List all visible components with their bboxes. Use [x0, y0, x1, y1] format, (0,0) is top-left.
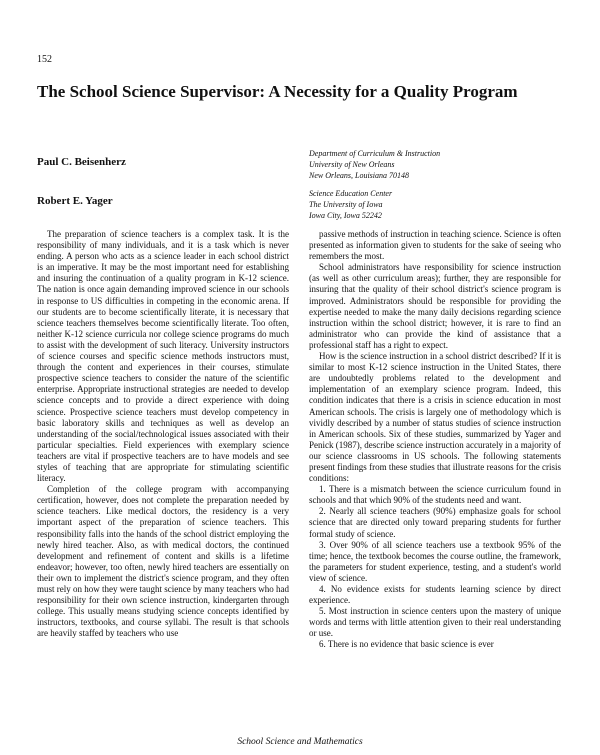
- paragraph: How is the science instruction in a school district described? If it is similar to most K-12 science instruction in the United States, there are undoubtedly problems related to the development and implementation of an exemplary science program. Indeed, this condition indicates that there is a crisis in science education in most American schools. The crisis is largely one of methodology which is vividly described by a number of status studies of science instruction in American schools. Six of these studies, summarized by Yager and Penick (1987), describe science instruction accurately in a majority of our science classrooms in US schools. The following statements present findings from these studies that illustrate reasons for the crisis conditions:: [309, 351, 561, 484]
- affiliation-line: Department of Curriculum & Instruction: [309, 149, 441, 158]
- list-item: 4. No evidence exists for students learning science by direct experience.: [309, 584, 561, 606]
- article-title: The School Science Supervisor: A Necessity for a Quality Program: [37, 82, 518, 101]
- list-item: 3. Over 90% of all science teachers use a textbook 95% of the time; hence, the textbook becomes the course outline, the framework, the parameters for student experience, testing, and a student's world view of science.: [309, 539, 561, 583]
- body-column-right: [309, 229, 561, 727]
- affiliation-line: Iowa City, Iowa 52242: [309, 211, 382, 220]
- author-name: Paul C. Beisenherz: [37, 156, 126, 168]
- paragraph: passive methods of instruction in teaching science. Science is often presented as information given to students for the sake of seeing who remembers the most.: [309, 229, 561, 262]
- list-item: 1. There is a mismatch between the science curriculum found in schools and that which 90% of the students need and want.: [309, 484, 561, 506]
- affiliation-line: New Orleans, Louisiana 70148: [309, 171, 410, 180]
- paragraph: Completion of the college program with accompanying certification, however, does not complete the preparation needed by science teachers. Like medical doctors, the residency is a very important aspect of the preparation of science teachers. This responsibility falls into the hands of the school district employing the newly hired teacher. Also, as with medical doctors, the continued development and refinement of content and skills is a lifetime endeavor; however, too often, newly hired teachers are essentially on their own to implement the district's science program, and they often must rely on how they were taught science by many teachers who had responsibility for their own science instruction, kindergarten through college. This usually means studying science concepts identified by instructors, textbooks, and course syllabi. The result is that schools are heavily staffed by teachers who use: [37, 484, 289, 639]
- page-number: 152: [37, 54, 52, 65]
- author-affiliation: [309, 188, 392, 221]
- journal-footer: School Science and Mathematics: [237, 737, 363, 747]
- paragraph: School administrators have responsibility for science instruction (as well as other curriculum areas); further, they are responsible for insuring that the quality of their school district's science program is improved. Administrators should be responsible for providing the expertise needed to make the many daily decisions regarding science instruction within the school district; however, it is rare to find an administrator who can provide the kind of assistance that a professional staff has a right to expect.: [309, 262, 561, 350]
- list-item: 5. Most instruction in science centers upon the mastery of unique words and terms with little attention given to their real understanding or use.: [309, 606, 561, 639]
- affiliation-line: The University of Iowa: [309, 200, 383, 209]
- list-item: 6. There is no evidence that basic science is ever: [319, 639, 494, 650]
- author-name: Robert E. Yager: [37, 195, 113, 207]
- paragraph: The preparation of science teachers is a complex task. It is the responsibility of many individuals, and it is a task which is never ending. A person who acts as a science leader in each school district is an imperative. It may be the most important need for establishing and insuring the continuation of a quality program in K-12 science. The nation is once again demanding improved science in our schools in response to US difficulties in competing in the economic arena. If our students are to become scientifically literate, it is necessary that science teachers themselves become scientifically literate. Too often, neither K-12 science curricula nor college science programs do much to assist with the development of such literacy. University instructors of science courses and specific science methods instructors must, through the content and experiences in their courses, stimulate prospective science teachers to consider the nature of the scientific enterprise. Appropriate instructional strategies are needed to develop science concepts and to provide a direct experience with doing science. Prospective science teachers must develop competency in basic laboratory skills and techniques as well as develop an understanding of the social/technological issues associated with their particular specialties. Field experiences with exemplary science teachers are vital if prospective teachers are to have models and see styles of teaching that are appropriate for stimulating scientific literacy.: [37, 229, 289, 484]
- affiliation-line: University of New Orleans: [309, 160, 395, 169]
- author-affiliation: [309, 148, 440, 181]
- body-column-left: [37, 229, 289, 727]
- affiliation-line: Science Education Center: [309, 189, 393, 198]
- list-item: 2. Nearly all science teachers (90%) emphasize goals for school science that are directed only toward preparing students for further formal study of science.: [309, 506, 561, 539]
